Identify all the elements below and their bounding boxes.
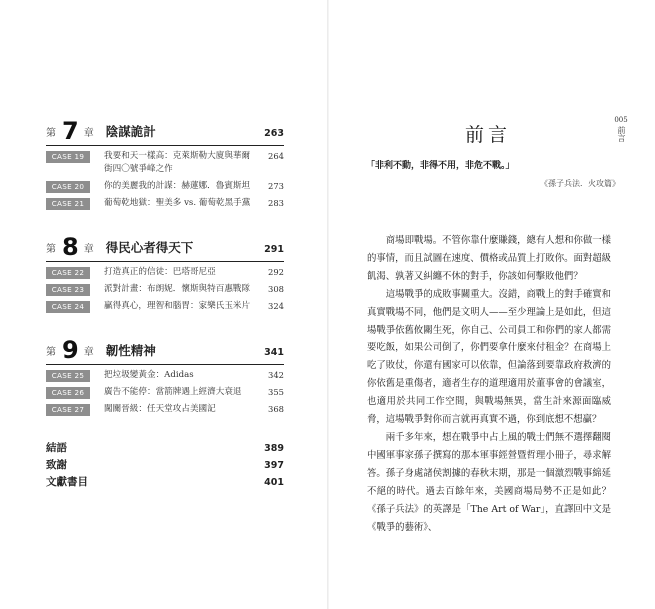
spacer: [46, 317, 284, 337]
case-badge: CASE 22: [46, 267, 90, 279]
epigraph-quote: 「非利不動，非得不用，非危不戰。」: [366, 161, 515, 171]
case-page: 273: [268, 181, 284, 191]
case-list: [46, 150, 284, 210]
endmatter-title: 文獻書目: [46, 476, 88, 488]
epigraph-attribution: 《孫子兵法．火攻篇》: [540, 179, 620, 188]
case-page: 324: [268, 301, 284, 311]
paragraph: 商場即戰場。不管你靠什麼賺錢，總有人想和你做一樣的事情，而且試圖在速度、價格或品質上打敗你。面對超級飢渴、孰著又糾纏不休的對手，你該如何擊敗他們？: [367, 235, 611, 282]
toc-case-20[interactable]: [46, 180, 284, 193]
toc-chapter-9[interactable]: [46, 337, 284, 365]
case-page: 308: [268, 284, 284, 294]
toc-acknowledgements[interactable]: [46, 457, 284, 474]
endmatter-title: 致謝: [46, 459, 67, 471]
case-badge: CASE 27: [46, 404, 90, 416]
table-of-contents: [46, 118, 284, 491]
toc-conclusion[interactable]: [46, 440, 284, 457]
case-badge: CASE 24: [46, 301, 90, 313]
paragraph: 兩千多年來，想在戰爭中占上風的戰士們無不選擇翻閱中國軍事家孫子撰寫的那本軍事經營暨哲理小冊子，尋求解答。孫子身處諸侯割據的春秋末期，那是一個激烈戰事綿延不絕的時代。過去百餘年來，美國商場局勢不正是如此？《孫子兵法》的英譯是「The Art of War」，直譯回中文是《戰爭的藝術》、: [367, 431, 611, 533]
running-page-number: 005: [614, 116, 628, 124]
toc-case-25[interactable]: [46, 369, 284, 382]
toc-chapter-7[interactable]: [46, 118, 284, 146]
case-title: 你的美麗我的計謀：赫蓮娜．魯賓斯坦: [104, 181, 251, 191]
endmatter-page: 389: [264, 443, 284, 454]
toc-case-26[interactable]: [46, 386, 284, 399]
toc-bibliography[interactable]: [46, 474, 284, 491]
case-list: [46, 369, 284, 416]
case-page: 283: [268, 198, 284, 208]
case-title: 贏得真心，理智和腦胃：家樂氏玉米片: [104, 301, 251, 311]
case-title: 打造真正的信徒：巴塔哥尼亞: [104, 267, 216, 277]
endmatter-page: 397: [264, 460, 284, 471]
toc-chapter-8[interactable]: [46, 234, 284, 262]
case-page: 368: [268, 404, 284, 414]
case-page: 342: [268, 370, 284, 380]
toc-endmatter: [46, 440, 284, 491]
case-badge: CASE 23: [46, 284, 90, 296]
case-title: 把垃圾變黃金：Adidas: [104, 370, 194, 380]
case-title: 派對計畫：布朗妮．懷斯與特百惠戰隊: [104, 284, 251, 294]
case-badge: CASE 26: [46, 387, 90, 399]
toc-case-19[interactable]: [46, 150, 284, 176]
chapter-page: 291: [264, 244, 284, 255]
paragraph: 這場戰爭的成敗事關重大。沒錯，商戰上的對手確實和真實戰場不同，他們是文明人——至少理論上是如此，但這場戰爭依舊攸關生死，你自己、公司員工和你們的家人都需要吃飯，如果公司倒了，你們要拿什麼來付租金？在商場上吃了敗仗，你還有國家可以依靠，但論落到要靠政府救濟的你依舊是重傷者，適者生存的道理適用於董事會的會議室，也適用於共同工作空間，與戰場無異，當生計來源面臨威脅，這場戰爭對你而言就再真實不過，你到底想不想贏？: [367, 288, 611, 426]
case-title: 葡萄乾地獄：聖美多 vs. 葡萄乾黑手黨: [104, 198, 251, 208]
chapter-suffix: 章: [83, 128, 94, 139]
page-title: 前言: [465, 124, 512, 146]
case-list: [46, 266, 284, 313]
case-page: 355: [268, 387, 284, 397]
chapter-prefix: 第: [46, 244, 56, 255]
chapter-suffix: 章: [83, 347, 94, 358]
toc-case-21[interactable]: [46, 197, 284, 210]
chapter-title: 陰謀詭計: [105, 124, 156, 139]
endmatter-page: 401: [264, 477, 284, 488]
toc-case-27[interactable]: [46, 403, 284, 416]
case-badge: CASE 21: [46, 198, 90, 210]
case-badge: CASE 20: [46, 181, 90, 193]
chapter-prefix: 第: [46, 347, 56, 358]
toc-case-23[interactable]: [46, 283, 284, 296]
book-gutter: [327, 0, 329, 609]
case-badge: CASE 25: [46, 370, 90, 382]
chapter-title: 得民心者得天下: [105, 240, 194, 255]
case-title: 廣告不能停：當箭牌遇上經濟大衰退: [104, 387, 242, 397]
case-page: 264: [268, 151, 284, 161]
case-badge: CASE 19: [46, 151, 90, 163]
toc-case-22[interactable]: [46, 266, 284, 279]
chapter-number: 9: [62, 336, 79, 364]
endmatter-title: 結語: [46, 442, 67, 454]
chapter-page: 341: [264, 347, 284, 358]
case-page: 292: [268, 267, 284, 277]
preface-body: [367, 232, 611, 536]
toc-case-24[interactable]: [46, 300, 284, 313]
chapter-title: 韌性精神: [105, 343, 156, 358]
chapter-suffix: 章: [83, 244, 94, 255]
chapter-prefix: 第: [46, 128, 56, 139]
chapter-number: 8: [62, 233, 79, 261]
chapter-number: 7: [62, 117, 79, 145]
running-header-title: 前言: [617, 126, 626, 142]
case-title: 闖關晉級：任天堂攻占美國記: [104, 404, 216, 414]
spacer: [46, 214, 284, 234]
case-title: 我要和天一樣高：克萊斯勒大廈與華爾街四〇號爭峰之作: [104, 151, 251, 174]
chapter-page: 263: [264, 128, 284, 139]
